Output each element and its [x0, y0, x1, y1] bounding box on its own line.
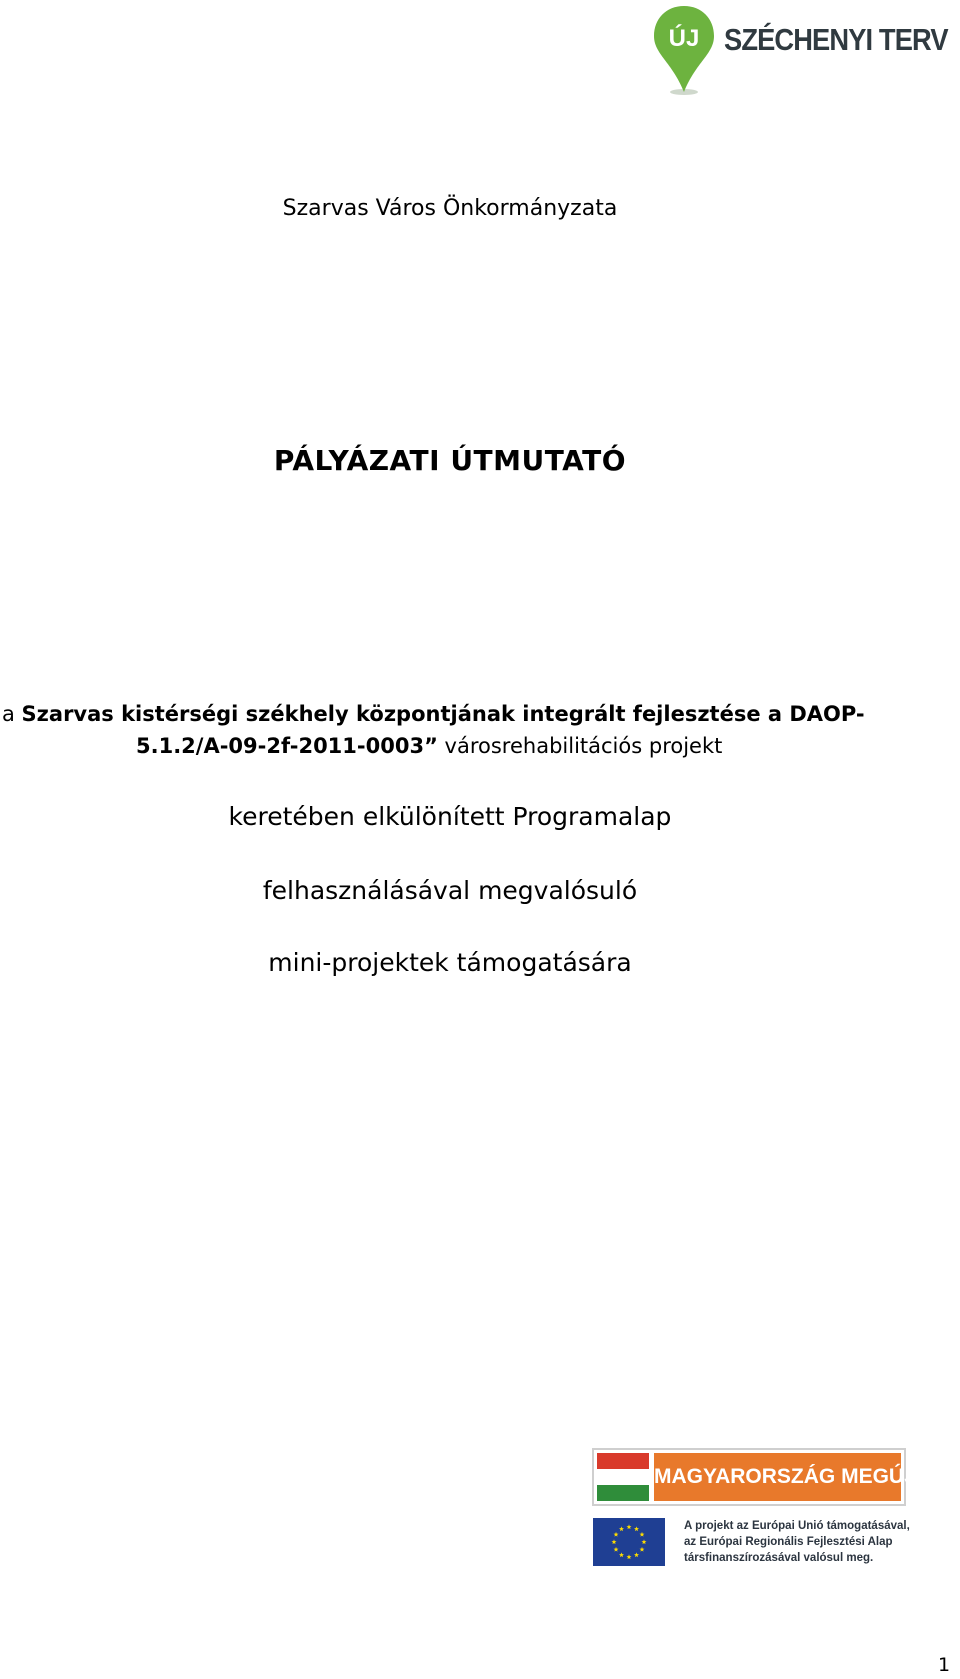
- organization-name: Szarvas Város Önkormányzata: [282, 196, 618, 221]
- eu-funding-note: [684, 1518, 934, 1566]
- eu-note-line: az Európai Regionális Fejlesztési Alap: [684, 1536, 893, 1548]
- subtitle-project-code: 5.1.2/A-09-2f-2011-0003”: [136, 734, 438, 758]
- subtitle-line-4: felhasználásával megvalósuló: [262, 876, 638, 905]
- logo-icon-text: ÚJ: [668, 25, 700, 52]
- page-number: 1: [938, 1654, 951, 1676]
- eu-note-line: A projekt az Európai Unió támogatásával,: [684, 1520, 910, 1532]
- subtitle-project-type: városrehabilitációs projekt: [437, 734, 723, 758]
- subtitle-line-2: [136, 734, 722, 758]
- szechenyi-terv-logo: [652, 0, 960, 100]
- page-title: PÁLYÁZATI ÚTMUTATÓ: [273, 444, 627, 477]
- subtitle-line-5: mini-projektek támogatására: [268, 948, 632, 977]
- location-pin-icon: [652, 4, 716, 96]
- logo-wordmark: SZÉCHENYI TERV: [724, 22, 948, 57]
- subtitle-line-1: [2, 702, 865, 726]
- subtitle-prefix: a: [2, 702, 22, 726]
- mm-banner-text: MAGYARORSZÁG MEGÚJUL: [654, 1453, 901, 1501]
- subtitle-line-3: keretében elkülönített Programalap: [228, 802, 672, 831]
- magyarorszag-megujul-logo: [592, 1448, 944, 1506]
- subtitle-project-name: Szarvas kistérségi székhely központjának integrált fejlesztése a DAOP-: [21, 702, 865, 726]
- hungarian-flag-icon: [597, 1453, 649, 1501]
- eu-flag-icon: [593, 1518, 665, 1566]
- eu-note-line: társfinanszírozásával valósul meg.: [684, 1552, 874, 1564]
